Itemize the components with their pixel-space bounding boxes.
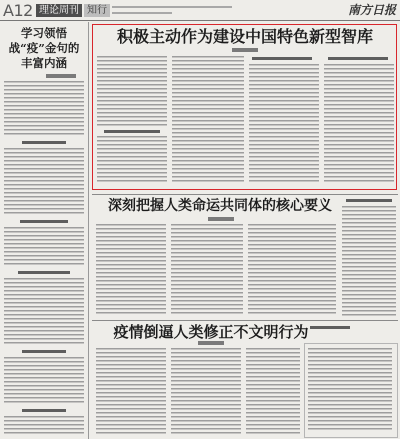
body-text-block (4, 227, 84, 267)
article-headline: 深刻把握人类命运共同体的核心要义 (108, 198, 332, 214)
subheading (328, 57, 388, 60)
body-text-column (171, 348, 241, 436)
sidebar-text (308, 348, 392, 432)
body-text-block (4, 81, 84, 137)
body-text-block (4, 148, 84, 216)
byline (46, 74, 76, 78)
subheading (22, 141, 66, 144)
section-label: 理论周刊 (36, 4, 82, 17)
byline (232, 48, 258, 52)
left-article-headline (2, 26, 86, 71)
body-text-column (342, 206, 396, 316)
body-text-column (97, 56, 167, 126)
body-text-column (96, 348, 166, 436)
editor-credits (112, 6, 232, 8)
body-text-column (246, 348, 300, 436)
body-text-column (249, 64, 319, 184)
body-text-column (96, 224, 166, 316)
section-rule (92, 320, 398, 321)
article-headline: 疫情倒逼人类修正不文明行为 (113, 323, 309, 341)
subheading (22, 350, 66, 353)
column-divider (88, 22, 89, 439)
body-text-block (4, 278, 84, 346)
body-text-column (248, 224, 336, 316)
body-text-column (171, 224, 243, 316)
body-text-column (324, 64, 394, 184)
subheading (252, 57, 312, 60)
section-rule (92, 194, 398, 195)
body-text-block (4, 416, 84, 436)
subheading (22, 409, 66, 412)
headline-line: 战“疫”金句的 (8, 41, 80, 55)
featured-article-headline: 积极主动作为建设中国特色新型智库 (116, 27, 373, 46)
byline (208, 217, 234, 221)
page-number: A12 (3, 1, 33, 20)
subheading (310, 326, 350, 329)
headline-line: 丰富内涵 (21, 56, 67, 70)
headline-line: 学习领悟 (21, 26, 67, 40)
subheading (20, 220, 68, 223)
byline (198, 341, 224, 345)
subheading (346, 199, 392, 202)
editor-credits (112, 12, 172, 14)
body-text-block (4, 357, 84, 405)
newspaper-masthead-logo: 南方日报 (347, 3, 396, 17)
subsection-label: 知行 (84, 4, 110, 17)
header-rule (0, 20, 400, 21)
body-text-column (172, 56, 244, 184)
subheading (104, 130, 160, 133)
body-text-column (97, 136, 167, 184)
subheading (18, 271, 70, 274)
